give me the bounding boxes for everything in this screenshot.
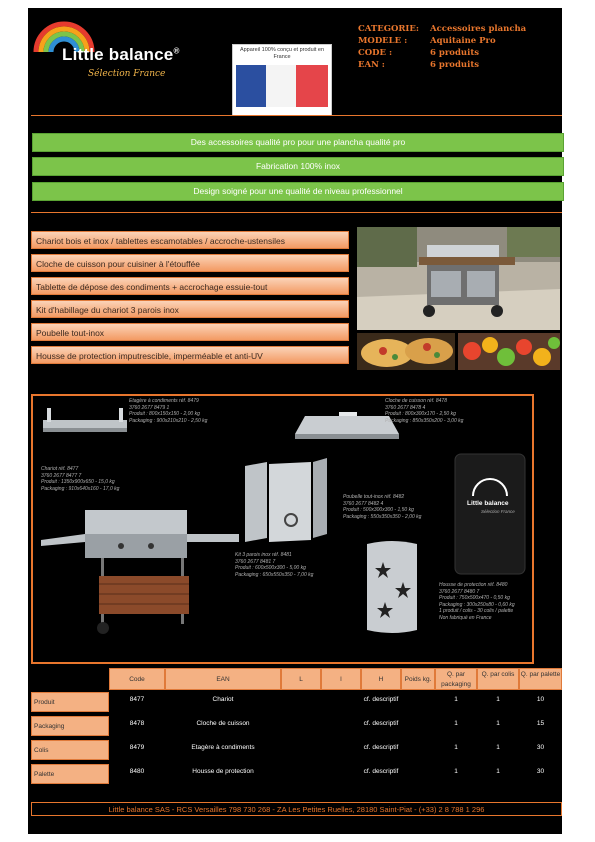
table-cell: 1 [496, 696, 500, 703]
table-cell: Cloche de cuisson [196, 720, 250, 727]
highlight-bar: Fabrication 100% inox [32, 157, 564, 176]
table-row-label: Packaging [31, 716, 109, 736]
table-cell: 8477 [129, 696, 145, 703]
table-cell: 10 [536, 696, 545, 703]
table-cell: 1 [496, 744, 500, 751]
header-divider [31, 115, 562, 116]
table-row-label: Produit [31, 692, 109, 712]
table-header: Code [109, 668, 165, 690]
patio-plancha-photo [357, 227, 560, 330]
table-cell: 30 [536, 744, 545, 751]
vegetables-photo [458, 333, 560, 370]
feature-item: Kit d'habillage du chariot 3 parois inox [31, 300, 349, 318]
etagere-caption: Etagère à condiments réf. 8479 3760 2677 8479 1 Produit : 800x150x150 - 2,00 kg Packaging : 900x210x210 - 2,50 kg [129, 398, 208, 424]
table-header: Q. par colis [477, 668, 519, 690]
poubelle-image [363, 538, 421, 636]
kit-caption: Kit 3 parois inox réf. 8481 3760 2677 8481 7 Produit : 600x500x300 - 5,00 kg Packaging : 650x550x350 - 7,00 kg [235, 552, 314, 578]
table-cell: 1 [496, 720, 500, 727]
table-cell: 8479 [129, 744, 145, 751]
etagere-condiments-image [41, 404, 129, 442]
feature-item: Tablette de dépose des condiments + accrochage essuie-tout [31, 277, 349, 295]
chariot-caption: Chariot réf. 8477 3760 2677 8477 7 Produit : 1350x900x650 - 15,0 kg Packaging : 910x640x160 - 17,0 kg [41, 466, 120, 492]
feature-item: Chariot bois et inox / tablettes escamotables / accroche-ustensiles [31, 231, 349, 249]
table-cell: cf. descriptif [363, 768, 399, 775]
table-cell: Housse de protection [192, 768, 254, 775]
table-header: L [281, 668, 321, 690]
table-header: H [361, 668, 401, 690]
made-in-text: Appareil 100% conçu et produit en France [239, 47, 325, 60]
table-header: l [321, 668, 361, 690]
highlight-bar: Design soigné pour une qualité de niveau professionnel [32, 182, 564, 201]
brand-logo-text: Little balance® [62, 45, 180, 64]
housse-logo-sub: Sélection France [481, 509, 515, 514]
poubelle-caption: Poubelle tout-inox réf. 8482 3760 2677 8482 4 Produit : 500x300x300 - 1,50 kg Packaging : 550x350x350 - 2,00 kg [343, 494, 422, 520]
footer-company-info: Little balance SAS - RCS Versailles 798 730 268 - ZA Les Petites Ruelles, 28180 Saint-Piat - (+33) 2 8 788 1 296 [31, 802, 562, 816]
made-in-france-badge [232, 44, 332, 116]
table-cell: 8478 [129, 720, 145, 727]
table-cell: cf. descriptif [363, 744, 399, 751]
feature-item: Cloche de cuisson pour cuisiner à l'étouffée [31, 254, 349, 272]
meta-row: CATEGORIE: Accessoires plancha [358, 24, 527, 34]
meta-row: CODE : 6 produits [358, 48, 480, 58]
table-cell: Etagère à condiments [191, 744, 255, 751]
table-cell: 8480 [129, 768, 145, 775]
table-cell: 1 [454, 720, 458, 727]
kit-parois-image [241, 458, 331, 550]
table-header: Q. par palette [519, 668, 562, 690]
housse-caption: Housse de protection réf. 8480 3760 2677 8480 7 Produit : 750x500x470 - 0,50 kg Packaging : 300x250x80 - 0,60 kg 1 produit / colis - 30 colis / palette Non fabriqué en France [439, 582, 515, 621]
table-row-label: Palette [31, 764, 109, 784]
meta-block [358, 24, 526, 72]
table-cell: 1 [454, 768, 458, 775]
brand-tagline: Sélection France [88, 69, 166, 79]
table-cell: 15 [536, 720, 545, 727]
france-flag-icon [234, 61, 330, 111]
housse-logo-text: Little balance [467, 500, 509, 507]
meta-row: EAN : 6 produits [358, 60, 480, 70]
feature-item: Poubelle tout-inox [31, 323, 349, 341]
feature-item: Housse de protection imputrescible, imperméable et anti-UV [31, 346, 349, 364]
highlight-bar: Des accessoires qualité pro pour une plancha qualité pro [32, 133, 564, 152]
table-cell: cf. descriptif [363, 720, 399, 727]
table-cell: Chariot [212, 696, 234, 703]
table-cell: cf. descriptif [363, 696, 399, 703]
table-header: EAN [165, 668, 281, 690]
cloche-caption: Cloche de cuisson réf. 8478 3760 2677 8478 4 Produit : 800x300x170 - 2,50 kg Packaging : 850x350x200 - 3,00 kg [385, 398, 464, 424]
table-cell: 1 [454, 744, 458, 751]
table-cell: 1 [496, 768, 500, 775]
pizza-photo [357, 333, 455, 370]
table-header: Q. par packaging [435, 668, 477, 690]
table-row-label: Colis [31, 740, 109, 760]
section-divider [31, 212, 562, 213]
housse-image [453, 452, 527, 580]
chariot-image [41, 504, 241, 634]
table-cell: 30 [536, 768, 545, 775]
table-header: Poids kg. [401, 668, 435, 690]
meta-row: MODELE : Aquitaine Pro [358, 36, 496, 46]
products-panel [31, 394, 534, 664]
table-cell: 1 [454, 696, 458, 703]
